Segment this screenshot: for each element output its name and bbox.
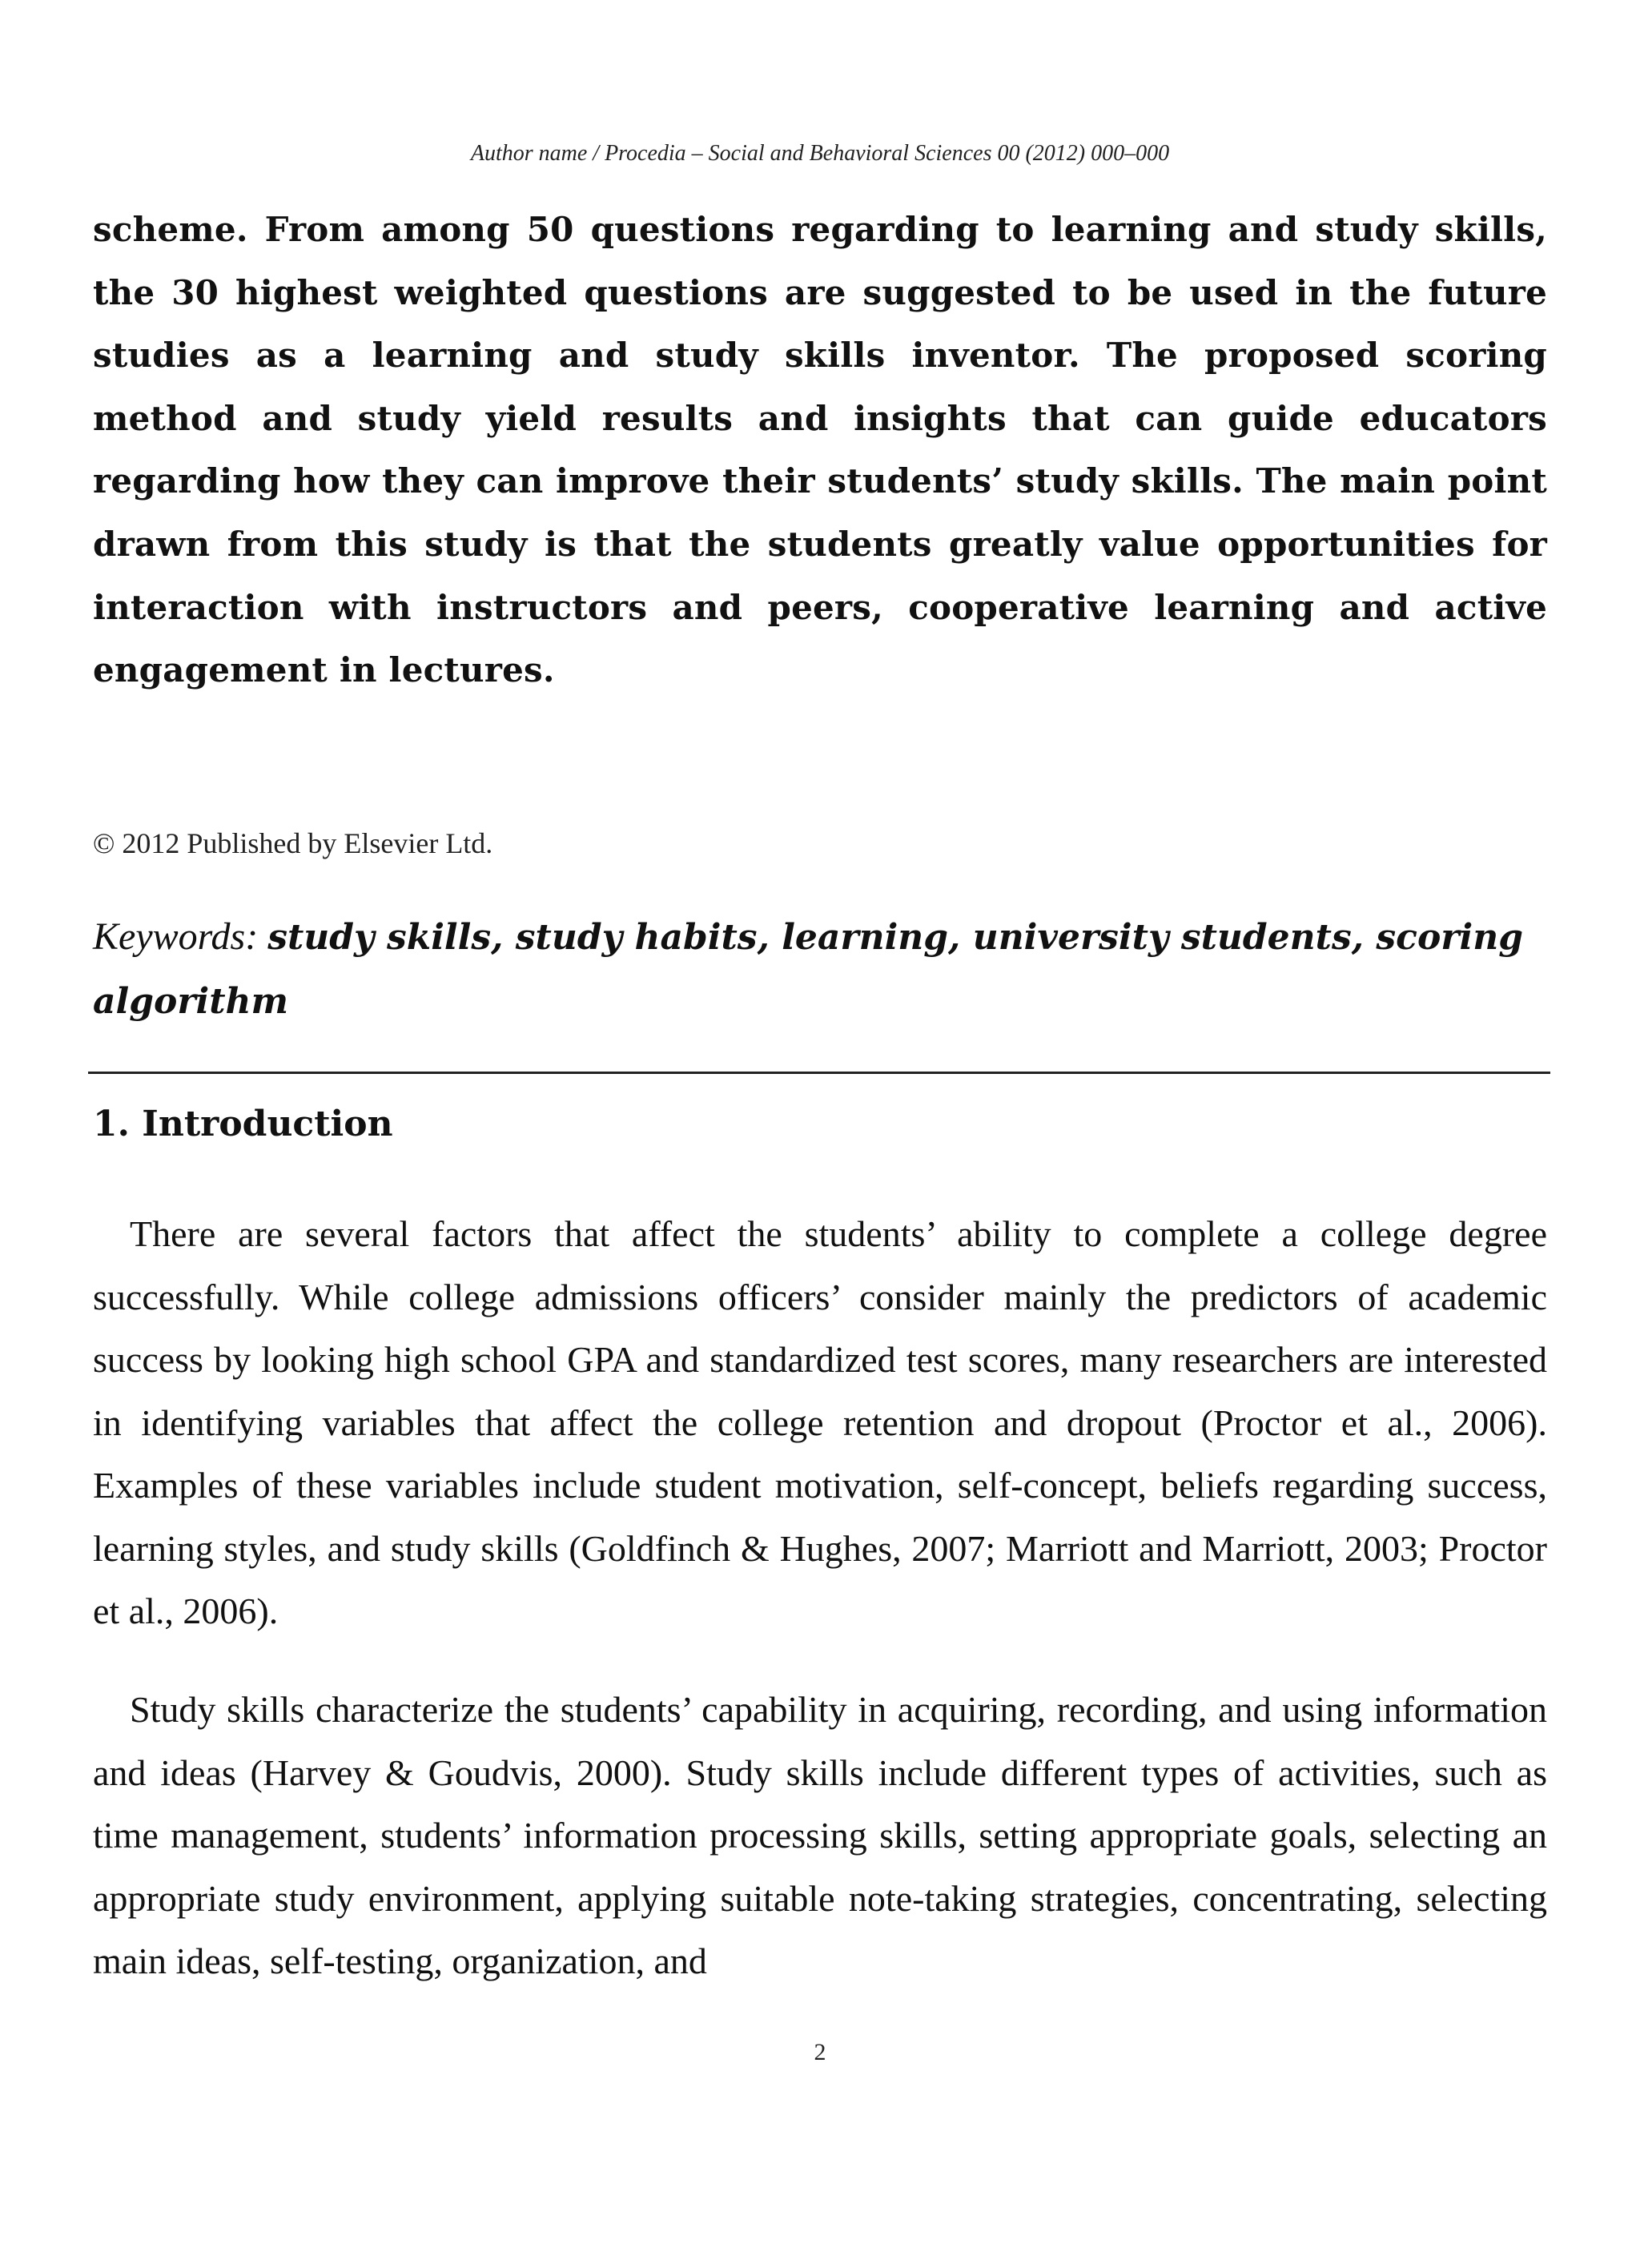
running-head: Author name / Procedia – Social and Behavioral Sciences 00 (2012) 000–000 bbox=[470, 141, 1170, 166]
page-number: 2 bbox=[814, 2039, 826, 2065]
keywords-block bbox=[93, 905, 1550, 1033]
abstract-text: scheme. From among 50 questions regarding to learning and study skills, the 30 highest weighted questions are suggested to be used in the future studies as a learning and study skills inventor. The proposed scoring method and study yield results and insights that can guide educators regarding how they can improve their students’ study skills. The main point drawn from this study is that the students greatly value opportunities for interaction with instructors and peers, cooperative learning and active engagement in lectures. bbox=[93, 210, 1547, 690]
section-heading: 1. Introduction bbox=[93, 1104, 393, 1144]
keywords-list: study skills, study habits, learning, university students, scoring algorithm bbox=[93, 917, 1523, 1022]
body-paragraph: Study skills characterize the students’ capability in acquiring, recording, and using information and ideas (Harvey & Goudvis, 2000). Study skills include different types of activities, such as time management, students’ information processing skills, setting appropriate goals, selecting an appropriate study environment, applying suitable note-taking strategies, concentrating, selecting main ideas, self-testing, organization, and bbox=[93, 1689, 1547, 1981]
body-paragraph: There are several factors that affect the students’ ability to complete a college degree successfully. While college admissions officers’ consider mainly the predictors of academic success by looking high school GPA and standardized test scores, many researchers are interested in identifying variables that affect the college retention and dropout (Proctor et al., 2006). Examples of these variables include student motivation, self-concept, beliefs regarding success, learning styles, and study skills (Goldfinch & Hughes, 2007; Marriott and Marriott, 2003; Proctor et al., 2006). bbox=[93, 1213, 1547, 1631]
keywords-label: Keywords: bbox=[93, 915, 268, 958]
section-divider bbox=[88, 1072, 1550, 1074]
copyright-notice: © 2012 Published by Elsevier Ltd. bbox=[93, 827, 493, 859]
